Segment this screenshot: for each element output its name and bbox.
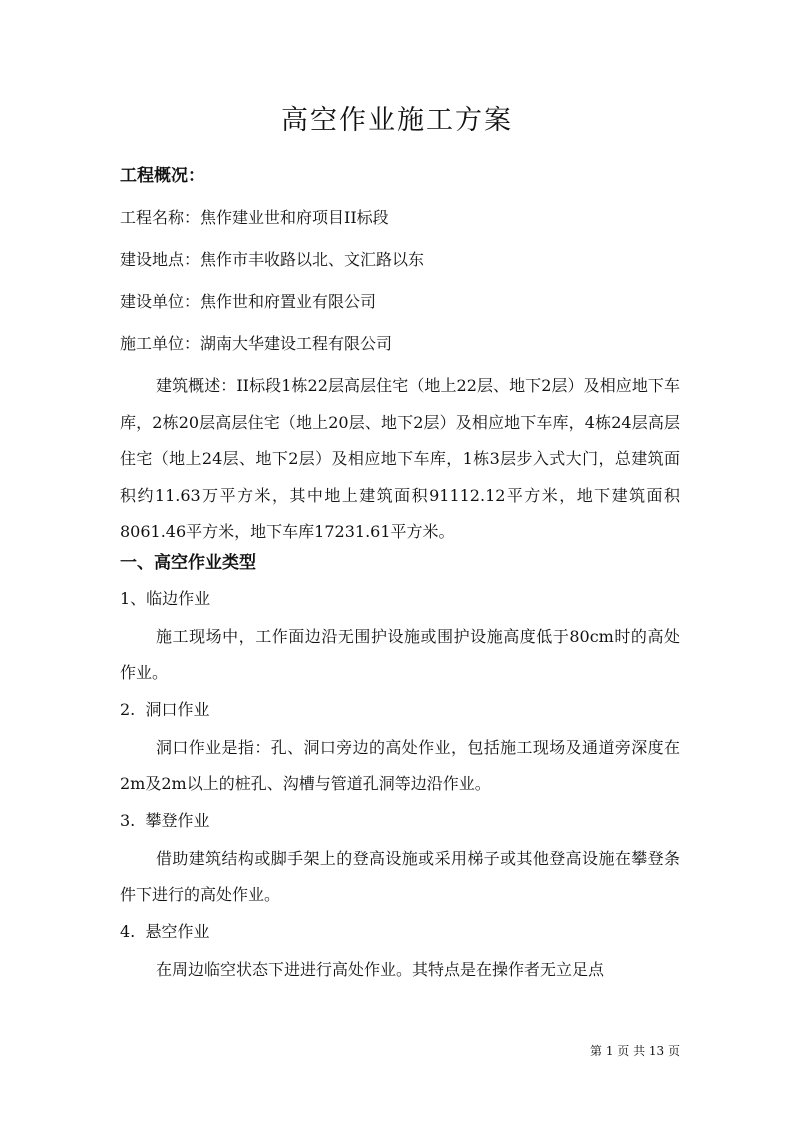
info-project-name (120, 200, 680, 236)
info-label: 工程名称： (120, 208, 201, 227)
overview-heading: 工程概况： (120, 166, 205, 186)
page-footer: 第 1 页 共 13 页 (590, 1044, 680, 1058)
type-4-text: 在周边临空状态下进进行高处作业。其特点是在操作者无立足点 (156, 959, 605, 979)
document-title: 高空作业施工方案 (281, 105, 513, 136)
info-label: 建设单位： (120, 292, 201, 311)
info-value: 焦作建业世和府项目II标段 (200, 208, 389, 227)
info-label: 建设地点： (120, 250, 201, 269)
info-location (120, 242, 680, 278)
info-contractor (120, 326, 680, 362)
building-overview-paragraph: 建筑概述：II标段1栋22层高层住宅（地上22层、地下2层）及相应地下车库，2栋20层高层住宅（地上20层、地下2层）及相应地下车库，4栋24层高层住宅（地上24层、地下2层）及相应地下车库，1栋3层步入式大门，总建筑面积约11.63万平方米，其中地上建筑面积91112.12平方米，地下建筑面积8061.46平方米，地下车库17231.61平方米。 (120, 376, 680, 541)
document-body (120, 158, 680, 988)
type-1-text: 施工现场中，工作面边沿无围护设施或围护设施高度低于80cm时的高处作业。 (120, 626, 680, 682)
type-2-heading: 2. 洞口作业 (120, 699, 210, 719)
type-2-text: 洞口作业是指：孔、洞口旁边的高处作业，包括施工现场及通道旁深度在2m及2m以上的桩孔、沟槽与管道孔洞等边沿作业。 (120, 737, 680, 793)
type-1-heading: 1、临边作业 (120, 588, 211, 608)
info-value: 焦作世和府置业有限公司 (200, 292, 377, 311)
type-3-heading: 3. 攀登作业 (120, 810, 210, 830)
info-owner (120, 284, 680, 320)
type-3-text: 借助建筑结构或脚手架上的登高设施或采用梯子或其他登高设施在攀登条件下进行的高处作业。 (120, 848, 680, 904)
info-label: 施工单位： (120, 334, 201, 353)
section1-heading: 一、高空作业类型 (120, 552, 256, 573)
type-4-heading: 4. 悬空作业 (120, 921, 210, 941)
info-value: 湖南大华建设工程有限公司 (200, 334, 393, 353)
info-value: 焦作市丰收路以北、文汇路以东 (200, 250, 425, 269)
